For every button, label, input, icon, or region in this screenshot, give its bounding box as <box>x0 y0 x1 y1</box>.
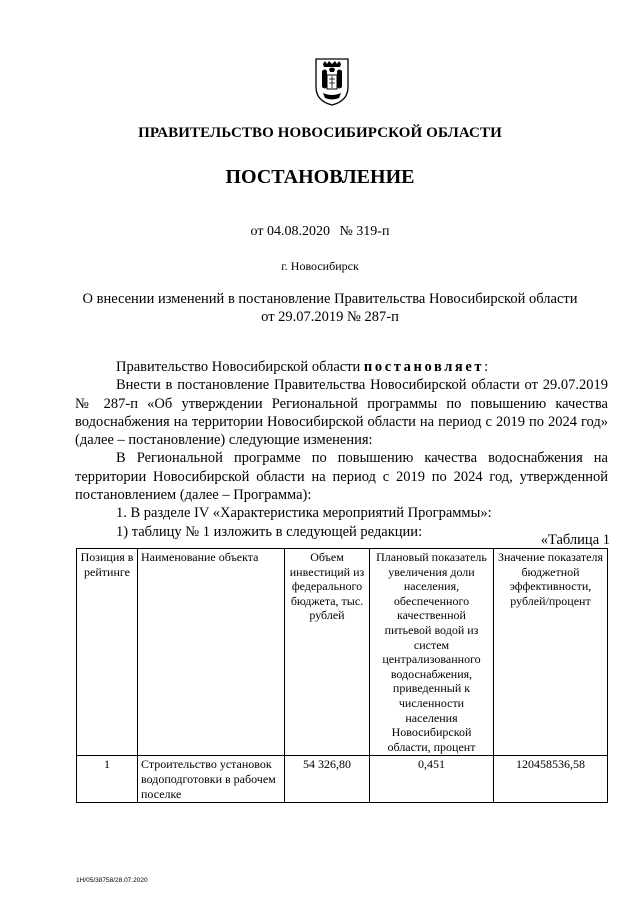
cell-object-name: Строительство установок водоподготовки в рабочем поселке <box>138 756 285 803</box>
document-subject <box>60 290 600 326</box>
city-name: г. Новосибирск <box>281 259 359 273</box>
header-efficiency: Значение показателя бюджетной эффективности, рублей/процент <box>494 549 608 756</box>
paragraph-decree-prefix: Правительство Новосибирской области <box>116 359 364 375</box>
header-position: Позиция в рейтинге <box>77 549 138 756</box>
paragraph-decree-suffix: : <box>484 359 489 375</box>
paragraph-program: В Региональной программе по повышению качества водоснабжения на территории Новосибирской области на период с 2019 по 2024 год, утвержденной постановлением (далее – Программа): <box>75 450 608 504</box>
paragraph-decree <box>75 358 608 376</box>
paragraph-table-intro: 1) таблицу № 1 изложить в следующей редакции: <box>116 523 423 540</box>
document-number: № 319-п <box>339 224 390 239</box>
paragraph-amend: Внести в постановление Правительства Новосибирской области от 29.07.2019 № 287-п «Об утверждении Региональной программы по повышению качества водоснабжения на территории Новосибирской области на период с 2019 по 2024 год» (далее – постановление) следующие изменения: <box>75 377 608 449</box>
table-header-row <box>77 549 608 756</box>
document-footer-code: 1Н/05/38758/28.07.2020 <box>76 877 148 884</box>
paragraph-section: 1. В разделе IV «Характеристика мероприятий Программы»: <box>116 505 492 522</box>
table-row <box>77 756 608 803</box>
document-date: от 04.08.2020 <box>250 224 330 239</box>
cell-efficiency: 120458536,58 <box>494 756 608 803</box>
cell-position: 1 <box>77 756 138 803</box>
coat-of-arms-emblem <box>313 57 351 107</box>
subject-line-2: от 29.07.2019 № 287-п <box>261 309 399 325</box>
organization-name: ПРАВИТЕЛЬСТВО НОВОСИБИРСКОЙ ОБЛАСТИ <box>138 125 502 141</box>
header-object-name: Наименование объекта <box>138 549 285 756</box>
table-label: «Таблица 1 <box>540 532 610 548</box>
header-planned-indicator: Плановый показатель увеличения доли населения, обеспеченного качественной питьевой водой из систем централизованного водоснабжения, приведенный к численности населения Новосибирской области, процент <box>370 549 494 756</box>
cell-planned-indicator: 0,451 <box>370 756 494 803</box>
investment-table <box>76 548 608 803</box>
subject-line-1: О внесении изменений в постановление Правительства Новосибирской области <box>82 291 578 307</box>
cell-investment: 54 326,80 <box>285 756 370 803</box>
decree-word: постановляет <box>363 359 485 375</box>
document-type-title: ПОСТАНОВЛЕНИЕ <box>225 166 415 188</box>
date-and-number <box>0 224 640 240</box>
header-investment: Объем инвестиций из федерального бюджета, тыс. рублей <box>285 549 370 756</box>
document-body <box>75 358 608 541</box>
